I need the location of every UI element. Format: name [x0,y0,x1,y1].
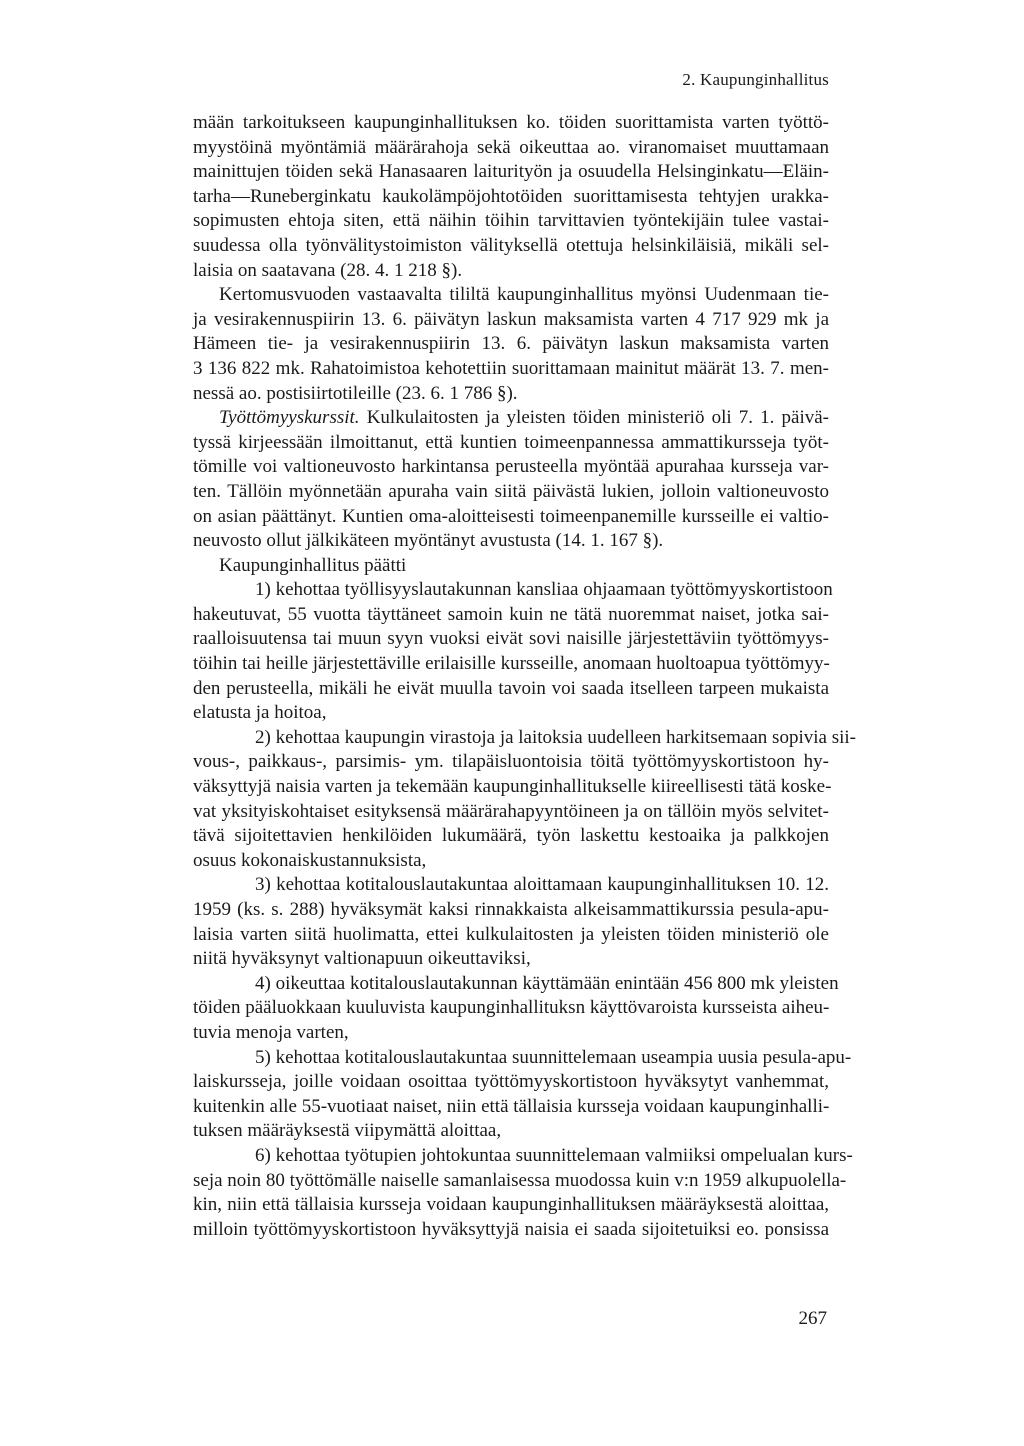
list-item-line: 1) kehottaa työllisyyslautakunnan kansliaa ohjaamaan työttömyyskortistoon [255,579,833,601]
list-item-line: 2) kehottaa kaupungin virastoja ja laitoksia uudelleen harkitsemaan sopivia sii- [255,726,856,748]
text-line: den perusteella, mikäli he eivät muulla tavoin voi saada itselleen tarpeen mukaista [193,677,829,699]
text-line: myystöinä myöntämiä määrärahoja sekä oikeuttaa ao. viranomaiset muuttamaan [193,136,829,158]
text-line: väksyttyjä naisia varten ja tekemään kaupunginhallitukselle kiireellisesti tätä koske- [193,776,832,798]
text-line: töiden pääluokkaan kuuluvista kaupunginhallituksn käyttövaroista kursseista aiheu- [193,997,830,1019]
text-line: raalloisuutensa tai muun syyn vuoksi eivät sovi naisille järjestettäviin työttömyys- [193,628,829,650]
text-line: laisia varten siitä huolimatta, ettei kulkulaitosten ja yleisten töiden ministeriö ole [193,923,829,945]
body-text [193,111,856,1242]
text-line: elatusta ja hoitoa, [193,702,327,724]
text-line: vat yksityiskohtaiset esityksensä määrärahapyyntöineen ja on tällöin myös selvitet- [193,800,829,822]
text-line: vous-, paikkaus-, parsimis- ym. tilapäisluontoisia töitä työttömyyskortistoon hy- [193,751,829,773]
text-line: hakeutuvat, 55 vuotta täyttäneet samoin kuin ne tätä nuoremmat naiset, jotka sai- [193,603,829,625]
text-line: kin, niin että tällaisia kursseja voidaan kaupunginhallituksen määräyksestä aloittaa, [193,1194,829,1216]
text-line: tömille voi valtioneuvosto harkintansa perusteella myöntää apurahaa kursseja var- [193,456,829,478]
text-line: Hämeen tie- ja vesirakennuspiirin 13. 6. päivätyn laskun maksamista varten [193,333,829,355]
text-line: Kertomusvuoden vastaavalta tililtä kaupunginhallitus myönsi Uudenmaan tie- [219,284,829,306]
text-line: tyssä kirjeessään ilmoittanut, että kuntien toimeenpannessa ammattikursseja työt- [193,431,829,453]
text-line: nessä ao. postisiirtotileille (23. 6. 1 786 §). [193,382,518,404]
text-line: niitä hyväksynyt valtionapuun oikeuttaviksi, [193,948,531,970]
text-line: milloin työttömyyskortistoon hyväksyttyjä naisia ei saada sijoitetuiksi eo. ponsissa [193,1218,829,1240]
text-line: mainittujen töiden sekä Hanasaaren laiturityön ja osuudella Helsinginkatu—Eläin- [193,161,829,183]
text-line: tarha—Runeberginkatu kaukolämpöjohtotöiden suorittamisesta tehtyjen urakka- [193,185,829,207]
section-heading-line [193,406,829,431]
text-line: kuitenkin alle 55-vuotiaat naiset, niin että tällaisia kursseja voidaan kaupunginhalli- [193,1095,830,1117]
text-line: Kaupunginhallitus päätti [219,554,407,576]
text-line: tuvia menoja varten, [193,1021,349,1043]
text-line: 1959 (ks. s. 288) hyväksymät kaksi rinnakkaista alkeisammattikurssia pesula-apu- [193,899,829,920]
list-item-line: 4) oikeuttaa kotitalouslautakunnan käyttämään enintään 456 800 mk yleisten [255,972,839,994]
text-line: neuvosto ollut jälkikäteen myöntänyt avustusta (14. 1. 167 §). [193,530,664,552]
text-line: suudessa olla työnvälitystoimiston välityksellä otettuja helsinkiläisiä, mikäli sel- [193,234,829,256]
text-line: on asian päättänyt. Kuntien oma-aloitteisesti toimeenpanemille kursseille ei valtio- [193,505,829,527]
text-line: osuus kokonaiskustannuksista, [193,849,427,871]
list-item-line: 3) kehottaa kotitalouslautakuntaa aloittamaan kaupunginhallituksen 10. 12. [255,874,829,896]
page-number: 267 [798,1308,827,1329]
text-line: seja noin 80 työttömälle naiselle samanlaisessa muodossa kuin v:n 1959 alkupuolella- [193,1169,847,1191]
text-line: 3 136 822 mk. Rahatoimistoa kehotettiin suorittamaan mainitut määrät 13. 7. men- [193,357,829,379]
running-head: 2. Kaupunginhallitus [682,70,829,89]
section-heading: Työttömyyskurssit. [219,407,360,429]
text-line: ten. Tällöin myönnetään apuraha vain siitä päivästä lukien, jolloin valtioneuvosto [193,480,829,502]
text-line: sopimusten ehtoja siten, että näihin töihin tarvittavien työntekijäin tulee vastai- [193,210,829,232]
text-line: mään tarkoitukseen kaupunginhallituksen ko. töiden suorittamista varten työttö- [193,112,829,133]
text-line: ja vesirakennuspiirin 13. 6. päivätyn laskun maksamista varten 4 717 929 mk ja [193,308,829,330]
heading-line-text: Kulkulaitosten ja yleisten töiden ministeriö oli 7. 1. päivä- [366,407,829,429]
text-line: laisia on saatavana (28. 4. 1 218 §). [193,259,463,281]
text-line: tävä sijoitettavien henkilöiden lukumäärä, työn laskettu kestoaika ja palkkojen [193,825,829,847]
list-item-line: 5) kehottaa kotitalouslautakuntaa suunnittelemaan useampia uusia pesula-apu- [255,1046,852,1068]
text-line: tuksen määräyksestä viipymättä aloittaa, [193,1120,502,1142]
text-line: töihin tai heille järjestettäville erilaisille kursseille, anomaan huoltoapua työttömyy- [193,653,830,675]
text-line: laiskursseja, joille voidaan osoittaa työttömyyskortistoon hyväksytyt vanhemmat, [193,1071,829,1093]
list-item-line: 6) kehottaa työtupien johtokuntaa suunnittelemaan valmiiksi ompelualan kurs- [255,1144,853,1166]
